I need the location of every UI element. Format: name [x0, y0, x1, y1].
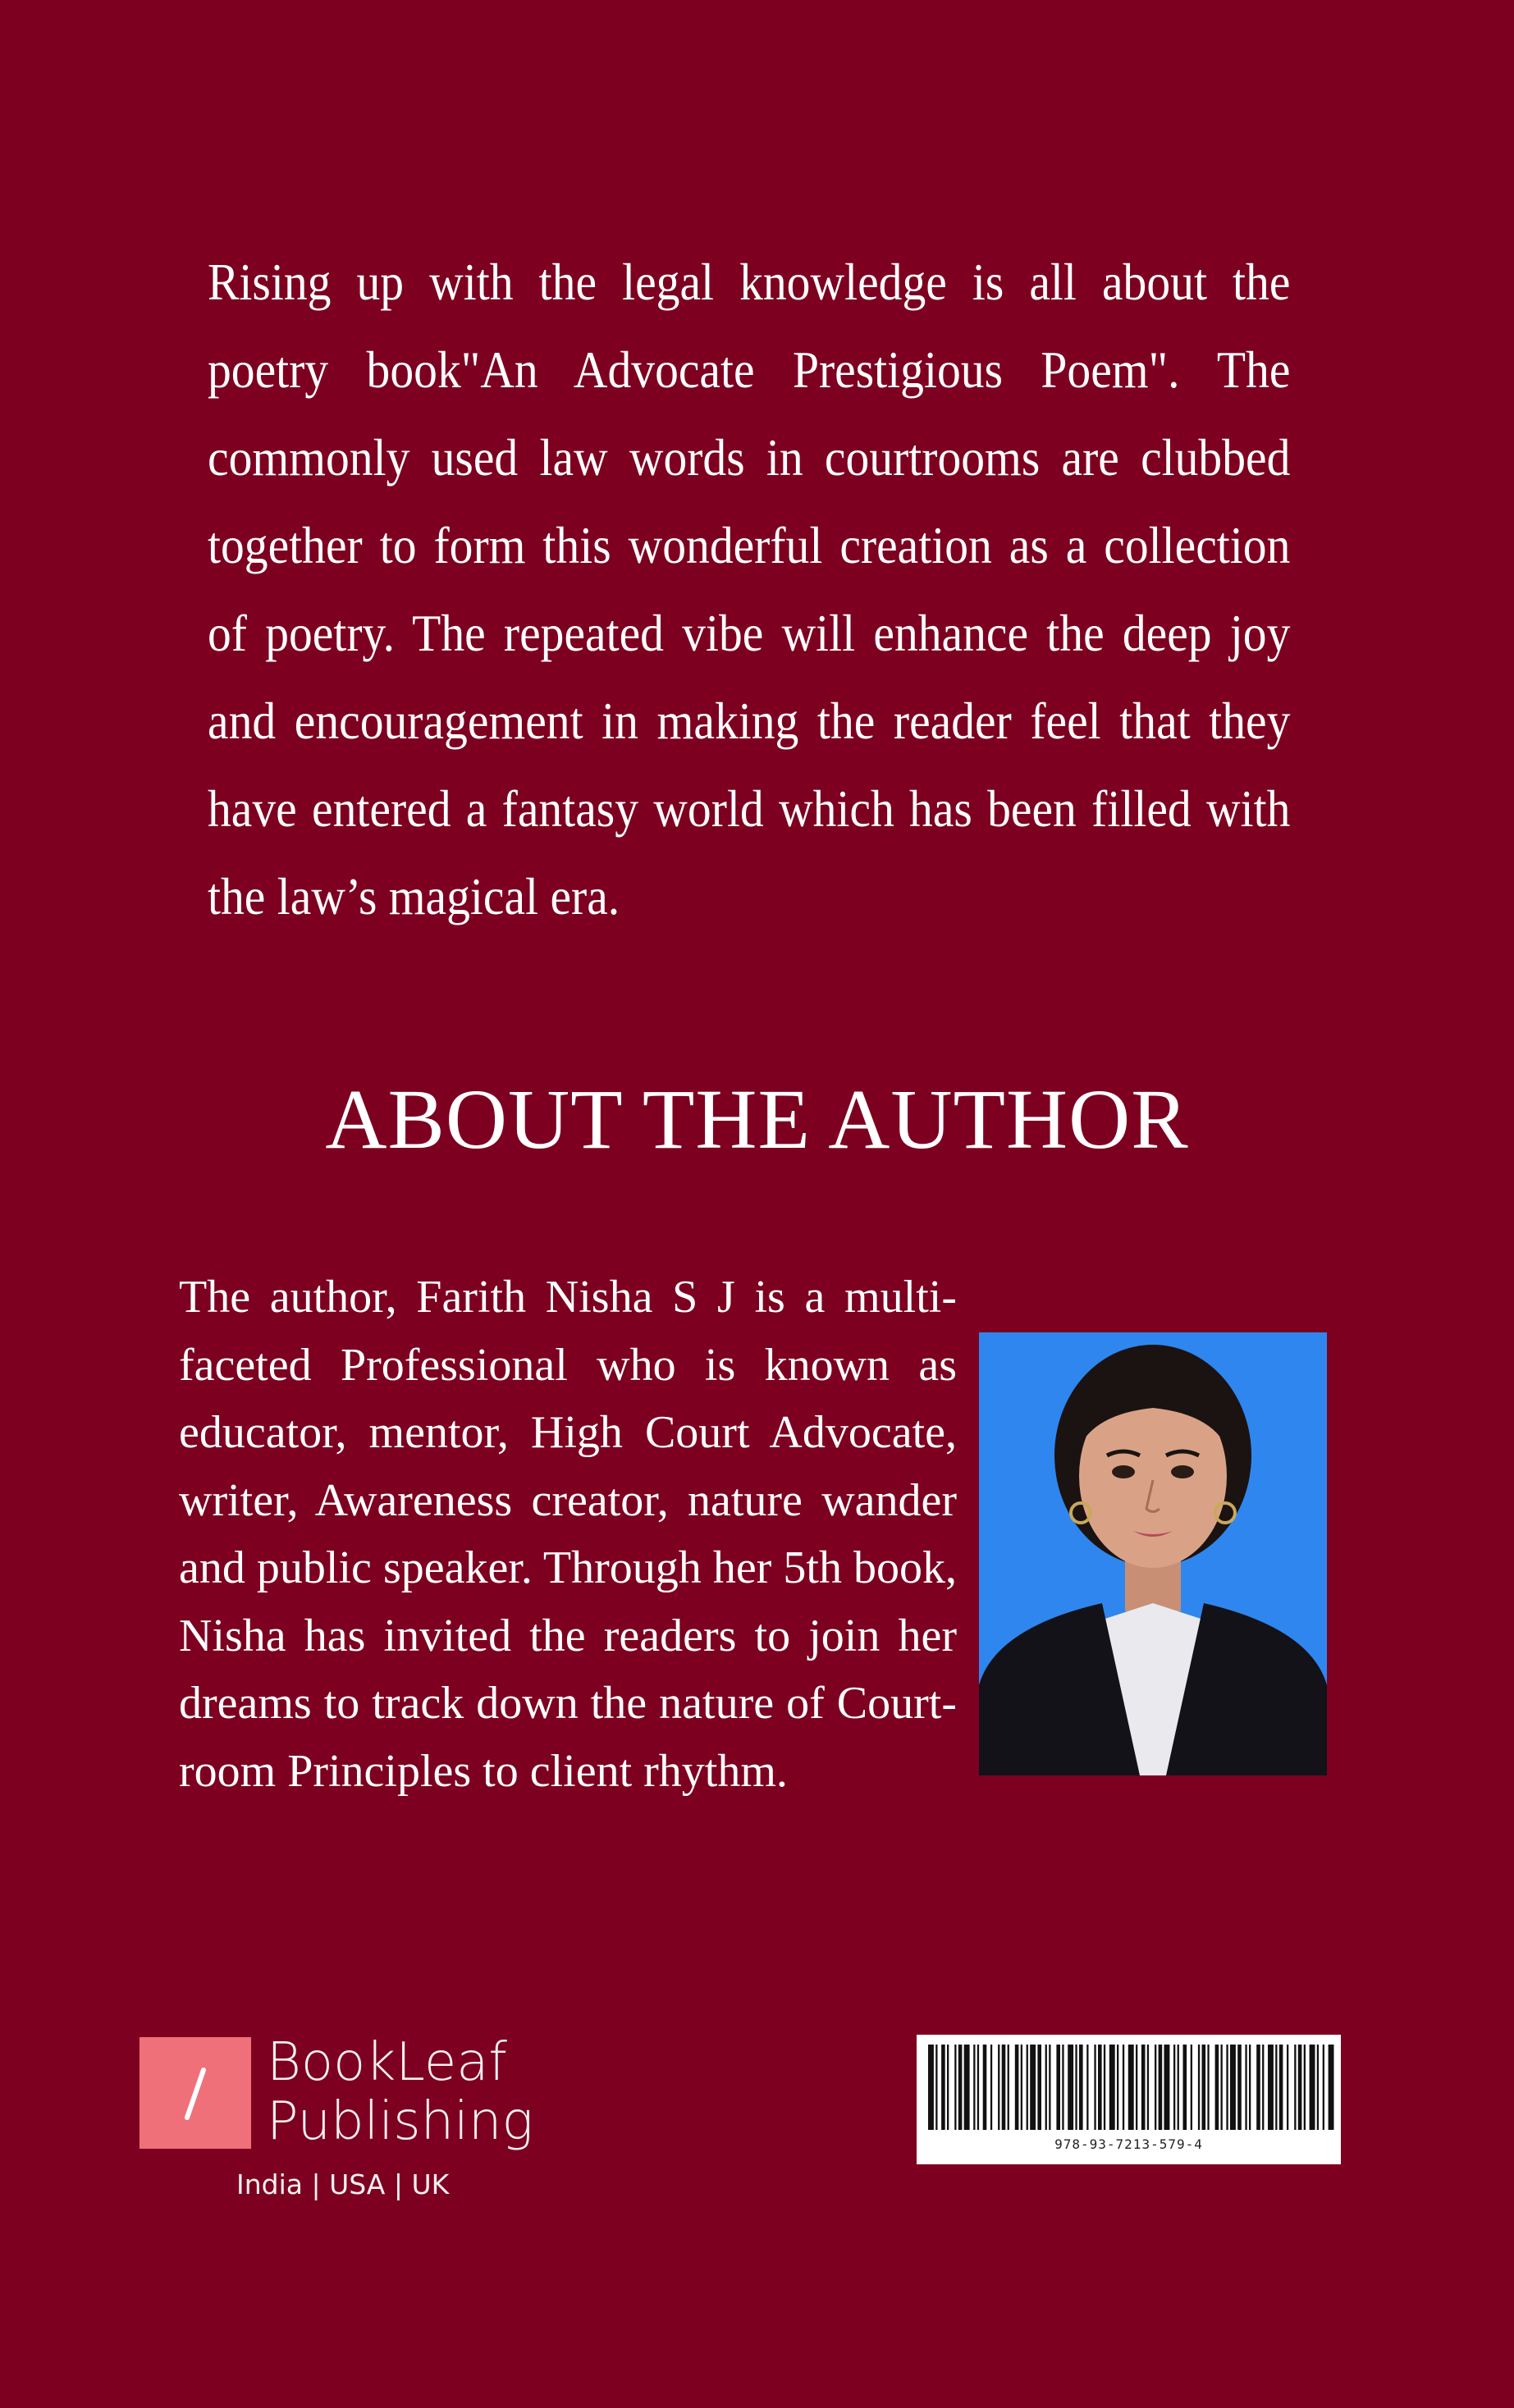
- publisher-logo: [140, 2032, 566, 2200]
- about-author-heading: ABOUT THE AUTHOR: [325, 1072, 1189, 1167]
- author-bio: The author, Farith Nisha S J is a multi-faceted Professional who is known as educator, mentor, High Court Advocate, writer, Awareness creator, nature wander and public speaker. Through her 5th book, Nisha has invited the readers to join her dreams to track down the nature of Court-room Principles to client rhythm.: [179, 1272, 957, 1797]
- publisher-slash-icon: [140, 2037, 251, 2149]
- publisher-name-line2: Publishing: [267, 2091, 533, 2152]
- publisher-name-line1: BookLeaf: [267, 2032, 507, 2093]
- publisher-name: [267, 2033, 533, 2151]
- isbn-number: 978-93-7213-579-4: [1054, 2136, 1203, 2152]
- isbn-barcode: [917, 2035, 1341, 2164]
- author-photo: [979, 1332, 1327, 1775]
- author-portrait-icon: [979, 1332, 1327, 1775]
- back-cover-blurb: Rising up with the legal knowledge is all about the poetry book"An Advocate Prestigious Poem". The commonly used law words in courtrooms are clubbed together to form this wonderful creation as a collection of poetry. The repeated vibe will enhance the deep joy and encouragement in making the reader feel that they have entered a fantasy world which has been filled with the law’s magical era.: [208, 253, 1291, 925]
- publisher-regions: India | USA | UK: [236, 2168, 450, 2200]
